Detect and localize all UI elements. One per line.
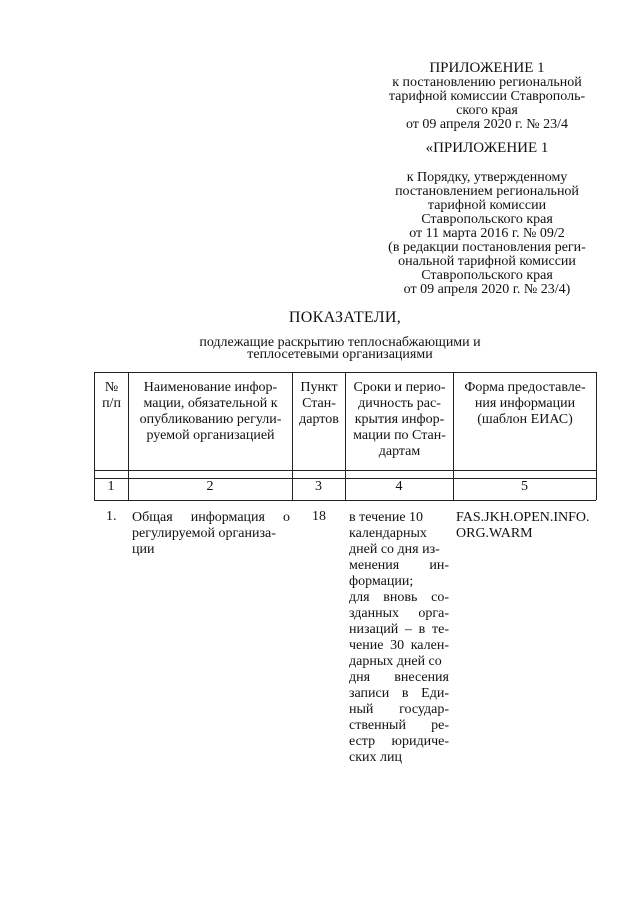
appendix-2-line: ональной тарифной комиссии — [398, 254, 576, 269]
row-line: календарных — [349, 526, 427, 541]
header-line: п/п — [102, 396, 121, 411]
subtitle-line: подлежащие раскрытию теплоснабжающими и — [199, 335, 481, 350]
header-line: Наименование инфор- — [143, 380, 278, 395]
header-line: дартам — [378, 444, 421, 459]
row-line: регулируемой организа- — [132, 526, 276, 541]
document-subtitle — [130, 337, 550, 361]
row-line: зданных орга- — [349, 606, 449, 621]
header-line: Пункт — [300, 380, 338, 395]
document-title: ПОКАЗАТЕЛИ, — [288, 309, 402, 326]
subtitle-line: теплосетевыми организациями — [247, 347, 433, 362]
row-info-name — [132, 510, 290, 558]
header-line: Сроки и перио- — [353, 380, 446, 395]
row-line: ции — [132, 542, 155, 557]
appendix-1-line: тарифной комиссии Ставрополь- — [388, 89, 586, 104]
appendix-2-line: (в редакции постановления реги- — [388, 240, 586, 255]
row-line: записи в Еди- — [349, 686, 449, 701]
header-form — [454, 380, 596, 428]
row-form — [456, 510, 596, 542]
header-line: мации по Стан- — [353, 428, 446, 443]
header-line: Форма предоставле- — [464, 380, 586, 395]
appendix-2-line: постановлением региональной — [395, 184, 579, 199]
header-line: дартов — [299, 412, 339, 427]
row-line: для вновь со- — [349, 590, 449, 605]
appendix-2-block — [362, 140, 612, 297]
appendix-2-line: тарифной комиссии — [427, 198, 547, 213]
table-border — [94, 500, 596, 501]
appendix-2-line: от 11 марта 2016 г. № 09/2 — [409, 226, 565, 241]
header-line: № — [104, 380, 119, 395]
appendix-1-heading: ПРИЛОЖЕНИЕ 1 — [429, 60, 545, 76]
row-line: естр юридиче- — [349, 734, 449, 749]
column-number: 1 — [107, 479, 115, 494]
appendix-2-line: к Порядку, утвержденному — [406, 170, 568, 185]
header-clause — [293, 380, 345, 428]
row-line: дней со дня из- — [349, 542, 440, 557]
header-line: (шаблон ЕИАС) — [477, 412, 573, 427]
header-line: опубликованию регули- — [139, 412, 282, 427]
column-number: 4 — [395, 479, 403, 494]
row-line: дня внесения — [349, 670, 449, 685]
appendix-1-line: к постановлению региональной — [392, 75, 582, 90]
header-line: ния информации — [474, 396, 576, 411]
appendix-2-line: Ставропольского края — [421, 268, 553, 283]
header-terms — [346, 380, 453, 460]
row-line: Общая информация о — [132, 510, 290, 525]
row-line: ный государ- — [349, 702, 449, 717]
row-line: ских лиц — [349, 750, 402, 765]
row-line: ORG.WARM — [456, 526, 533, 541]
appendix-2-line: Ставропольского края — [421, 212, 553, 227]
row-line: низаций – в те- — [349, 622, 449, 637]
row-line: менения ин- — [349, 558, 449, 573]
header-line: дичность рас- — [358, 396, 441, 411]
column-number: 5 — [521, 479, 528, 494]
column-number: 2 — [206, 479, 214, 494]
header-line: мации, обязательной к — [143, 396, 278, 411]
table-border — [596, 372, 597, 500]
header-info-name — [129, 380, 292, 444]
appendix-1-block — [362, 60, 612, 132]
header-line: руемой организацией — [146, 428, 275, 443]
row-terms — [349, 510, 449, 766]
column-number: 3 — [315, 479, 322, 494]
appendix-1-line: от 09 апреля 2020 г. № 23/4 — [405, 117, 568, 132]
row-line: в течение 10 — [349, 510, 424, 525]
row-line: ственный ре- — [349, 718, 449, 733]
header-number — [96, 380, 127, 412]
row-line: формации; — [349, 574, 414, 589]
appendix-2-line: от 09 апреля 2020 г. № 23/4) — [403, 282, 571, 297]
header-line: Стан- — [302, 396, 336, 411]
row-line: чение 30 кален- — [349, 638, 449, 653]
header-line: крытия инфор- — [354, 412, 445, 427]
row-number: 1. — [106, 509, 117, 524]
appendix-1-line: ского края — [456, 103, 518, 118]
appendix-2-heading: «ПРИЛОЖЕНИЕ 1 — [425, 140, 549, 156]
row-line: дарных дней со — [349, 654, 442, 669]
row-clause: 18 — [312, 509, 326, 524]
row-line: FAS.JKH.OPEN.INFO. — [456, 510, 590, 525]
